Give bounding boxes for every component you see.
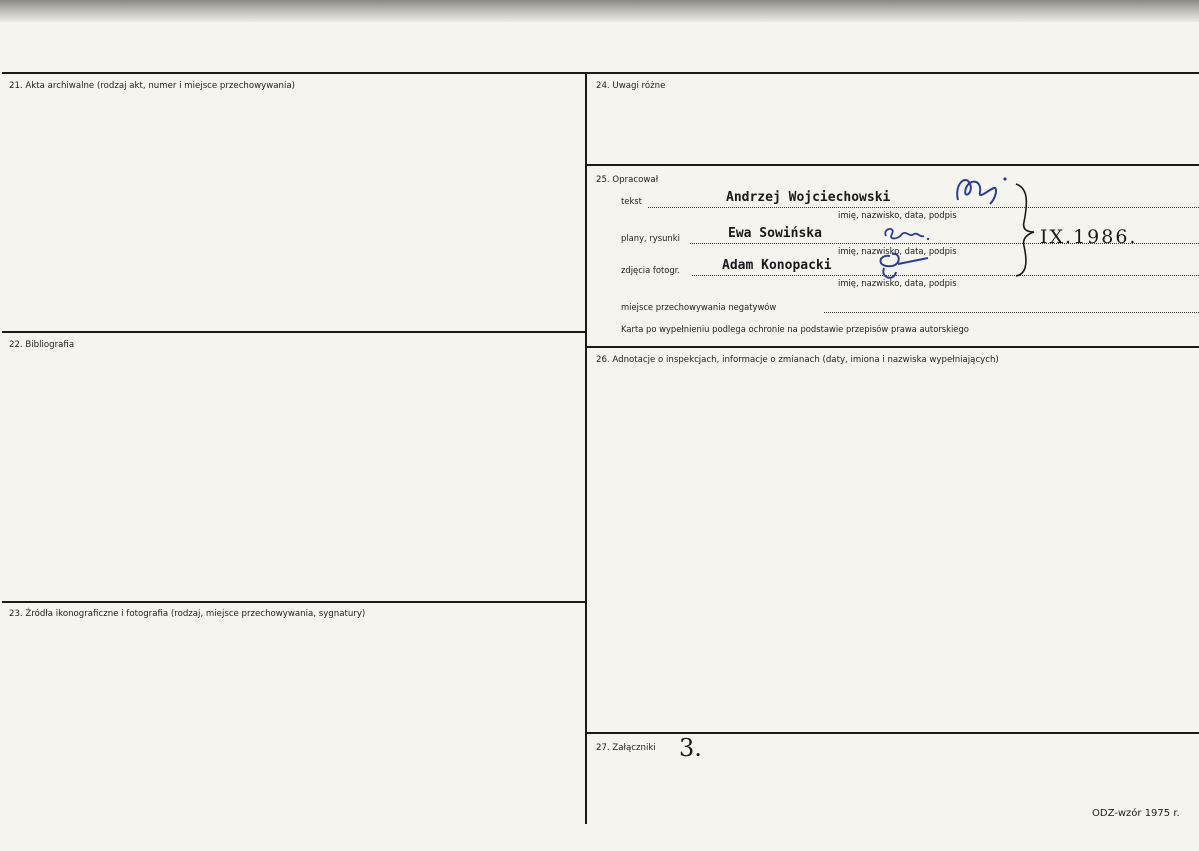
tekst-line <box>648 207 1199 208</box>
negatywy-label: miejsce przechowywania negatywów <box>621 302 777 312</box>
signature-zdjecia <box>870 246 930 286</box>
top-border <box>2 72 1199 74</box>
form-card <box>0 22 1199 851</box>
brace-mark <box>1014 182 1038 278</box>
form-code: ODZ-wzór 1975 r. <box>1092 808 1180 819</box>
tekst-value: Andrzej Wojciechowski <box>726 190 891 205</box>
section-27-label: 27. Załączniki <box>596 743 656 753</box>
scan-top-edge <box>0 0 1199 22</box>
divider-25-26 <box>587 346 1199 348</box>
section-22-label: 22. Bibliografia <box>9 340 75 350</box>
section-25-label: 25. Opracował <box>596 175 659 185</box>
divider-22-23 <box>2 601 585 603</box>
section-24-label: 24. Uwagi różne <box>596 81 666 91</box>
plany-value: Ewa Sowińska <box>728 226 822 241</box>
section-26-label: 26. Adnotacje o inspekcjach, informacje o zmianach (daty, imiona i nazwiska wypełniających) <box>596 355 999 365</box>
zdjecia-value: Adam Konopacki <box>722 258 832 273</box>
divider-24-25 <box>587 164 1199 166</box>
copyright-note: Karta po wypełnieniu podlega ochronie na podstawie przepisów prawa autorskiego <box>621 324 969 334</box>
tekst-caption: imię, nazwisko, data, podpis <box>838 210 957 220</box>
zalaczniki-value: 3. <box>679 734 702 762</box>
plany-label: plany, rysunki <box>621 233 680 243</box>
tekst-label: tekst <box>621 196 642 206</box>
plany-caption: imię, nazwisko, data, podpis <box>838 246 957 256</box>
section-21-label: 21. Akta archiwalne (rodzaj akt, numer i miejsce przechowywania) <box>9 81 295 91</box>
zdjecia-line <box>692 275 1199 276</box>
zdjecia-caption: imię, nazwisko, data, podpis <box>838 278 957 288</box>
center-divider <box>585 72 587 824</box>
divider-21-22 <box>2 331 585 333</box>
date-handwritten: IX.1986. <box>1040 226 1138 248</box>
signature-plany <box>880 222 940 244</box>
negatywy-line <box>824 312 1199 313</box>
signature-tekst <box>944 170 1014 212</box>
section-23-label: 23. Źródła ikonograficzne i fotografia (rodzaj, miejsce przechowywania, sygnatury) <box>9 609 366 619</box>
zdjecia-label: zdjęcia fotogr. <box>621 265 681 275</box>
